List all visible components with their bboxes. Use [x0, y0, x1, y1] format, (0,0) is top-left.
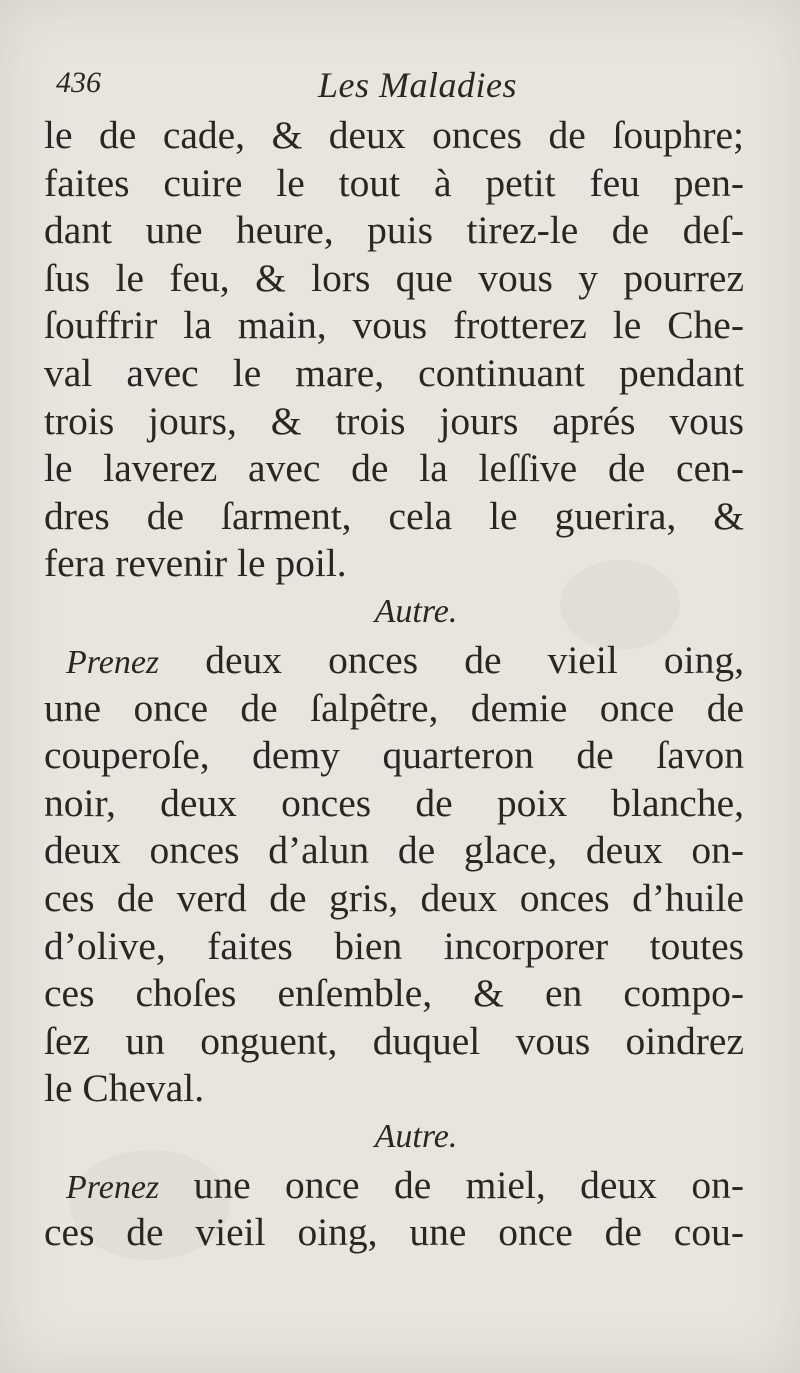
body-text	[44, 112, 744, 1257]
text-line: ces de vieil oing, une once de cou-	[44, 1210, 744, 1255]
page-header	[56, 66, 746, 106]
text-line: ces choſes enſemble, & en compo-	[44, 971, 744, 1016]
text-line: deux onces d’alun de glace, deux on-	[44, 828, 744, 873]
text-line: trois jours, & trois jours aprés vous	[44, 398, 744, 443]
lead-word: Prenez	[66, 1168, 160, 1206]
running-title: Les Maladies	[318, 65, 517, 105]
text-line: le Cheval.	[44, 1066, 205, 1111]
text-line: ces de verd de gris, deux onces d’huile	[44, 875, 744, 920]
text-line: dant une heure, puis tirez-le de deſ-	[44, 208, 744, 253]
text-line	[44, 1162, 744, 1210]
text-line: faites cuire le tout à petit feu pen-	[44, 160, 744, 205]
text-line: noir, deux onces de poix blanche,	[44, 780, 744, 825]
text-line: ſus le feu, & lors que vous y pourrez	[44, 255, 744, 300]
text-line	[44, 637, 744, 685]
lead-word: Prenez	[66, 643, 160, 681]
line-rest: une once de miel, deux on-	[159, 1162, 744, 1207]
page-number: 436	[56, 66, 101, 99]
text-line: couperoſe, demy quarteron de ſavon	[44, 733, 744, 778]
section-heading: Autre.	[374, 592, 458, 630]
text-line: ſez un onguent, duquel vous oindrez	[44, 1018, 744, 1063]
text-line: d’olive, faites bien incorporer toutes	[44, 923, 744, 968]
text-line: le laverez avec de la leſſive de cen-	[44, 446, 744, 491]
text-line: fera revenir le poil.	[44, 541, 347, 586]
text-line: ſouffrir la main, vous frotterez le Che-	[44, 303, 744, 348]
text-line: dres de ſarment, cela le guerira, &	[44, 493, 744, 538]
text-line: le de cade, & deux onces de ſouphre;	[44, 113, 744, 157]
line-rest: deux onces de vieil oing,	[159, 637, 744, 682]
text-line: val avec le mare, continuant pendant	[44, 350, 744, 395]
text-line: une once de ſalpêtre, demie once de	[44, 685, 744, 730]
section-heading: Autre.	[374, 1117, 458, 1155]
